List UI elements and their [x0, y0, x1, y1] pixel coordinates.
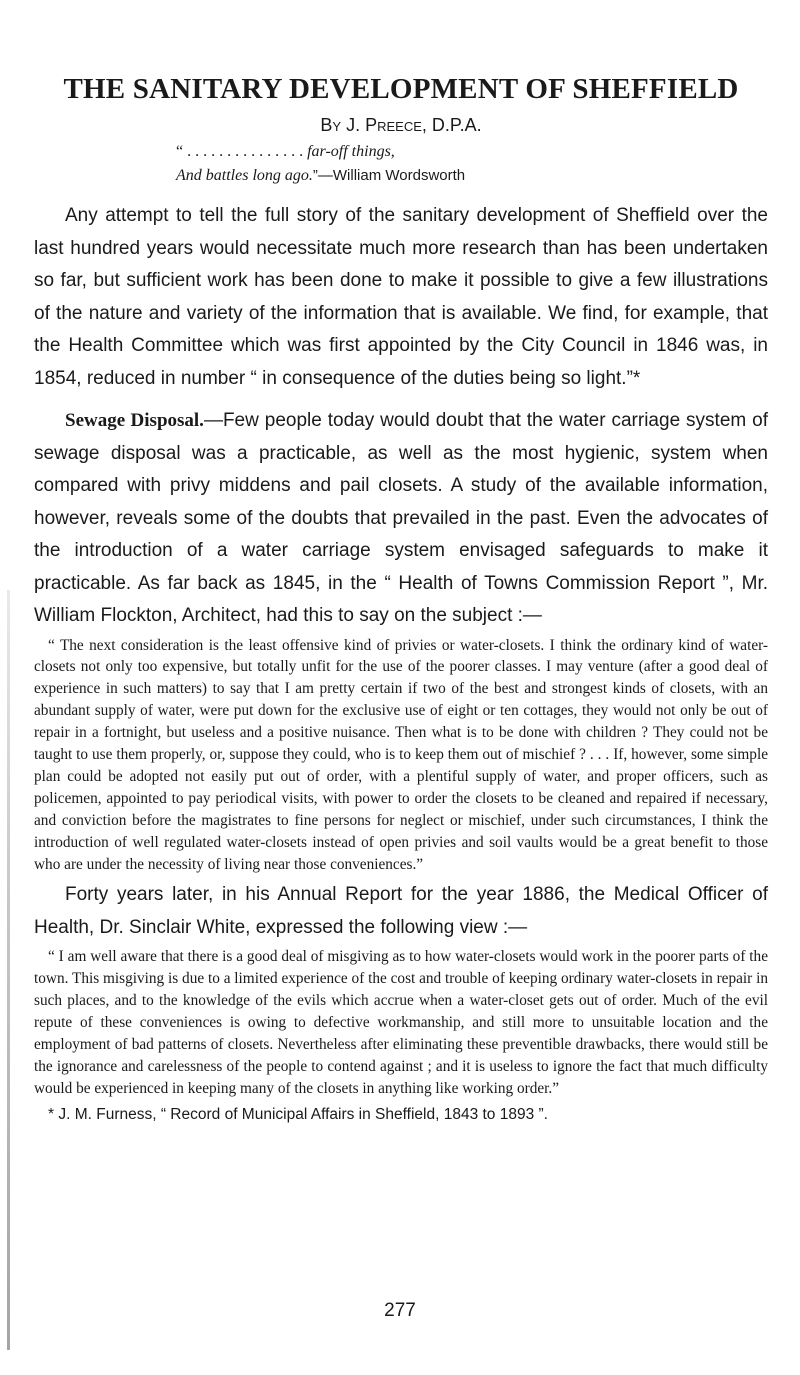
quote-flockton: “ The next consideration is the least offensive kind of privies or water-closets. I think the ordinary kind of water-closets not only too expensive, but totally unfit for the use of the poorer classes. I may venture (after a good deal of experience in such matters) to say that I am pretty certain if two of the best and strongest kinds of closets, with an abundant supply of water, were put down for the exclusive use of eight or ten cottages, they would not only be out of repair in a fortnight, but useless and a positive nuisance. Then what is to be done with children ? They could not be taught to use them properly, or, suppose they could, who is to keep them out of mischief ? . . . If, however, some simple plan could be adopted not easily put out of order, with a plentiful supply of water, and proper officers, such as policemen, appointed to pay periodical visits, with power to order the closets to be cleaned and repaired if necessary, and conviction before the magistrates to fine persons for neglect or mischief, under such circumstances, I think the introduction of well regulated water-closets instead of open privies and soil vaults would be a great benefit to those who are under the necessity of living near those conveniences.” [34, 636, 768, 873]
byline: By J. Preece, D.P.A. [320, 115, 482, 135]
paragraph-sewage-disposal [34, 405, 768, 633]
section-heading-sewage-disposal: Sewage Disposal. [65, 410, 204, 431]
binding-shadow [7, 590, 10, 1350]
epigraph-dots: “ . . . . . . . . . . . . . . . [176, 143, 308, 160]
epigraph-italic-1: far-off things, [307, 143, 395, 160]
epigraph-line-2 [176, 164, 768, 188]
article-title: THE SANITARY DEVELOPMENT OF SHEFFIELD [63, 73, 739, 105]
page-number: 277 [384, 1300, 416, 1321]
quote-sinclair-white: “ I am well aware that there is a good deal of misgiving as to how water-closets would work in the poorer parts of the town. This misgiving is due to a limited experience of the cost and trouble of keeping ordinary water-closets in repair in such places, and to the knowledge of the evils which accrue when a water-closet gets out of order. Much of the evil repute of these conveniences is owing to defective workmanship, and still more to unsuitable location and the employment of bad patterns of closets. Nevertheless after eliminating these preventible drawbacks, there would still be the ignorance and carelessness of the people to contend against ; and it is useless to ignore the fact that much difficulty would be experienced in keeping many of the closets in anything like working order.” [34, 948, 768, 1097]
epigraph-italic-2: And battles long ago. [176, 167, 313, 184]
epigraph-line-1 [176, 140, 768, 164]
paragraph-intro: Any attempt to tell the full story of the sanitary development of Sheffield over the last hundred years would necessitate much more research than has been undertaken so far, but sufficient work has been done to make it possible to give a few illustrations of the nature and variety of the information that is available. We find, for example, that the Health Committee which was first appointed by the City Council in 1846 was, in 1854, reduced in number “ in consequence of the duties being so light.”* [34, 205, 768, 389]
page-content [34, 70, 768, 1126]
epigraph-attribution: ”—William Wordsworth [312, 167, 466, 184]
epigraph [176, 140, 768, 188]
sewage-disposal-text: —Few people today would doubt that the water carriage system of sewage disposal was a practicable, as well as the most hygienic, system when compared with privy middens and pail closets. A study of the available information, however, reveals some of the doubts that prevailed in the past. Even the advocates of the introduction of a water carriage system envisaged safeguards to make it practicable. As far back as 1845, in the “ Health of Towns Commission Report ”, Mr. William Flockton, Architect, had this to say on the subject :— [34, 410, 768, 626]
footnote: * J. M. Furness, “ Record of Municipal Affairs in Sheffield, 1843 to 1893 ”. [48, 1105, 548, 1123]
paragraph-forty-years-later: Forty years later, in his Annual Report for the year 1886, the Medical Officer of Health, Dr. Sinclair White, expressed the following view :— [34, 884, 768, 938]
